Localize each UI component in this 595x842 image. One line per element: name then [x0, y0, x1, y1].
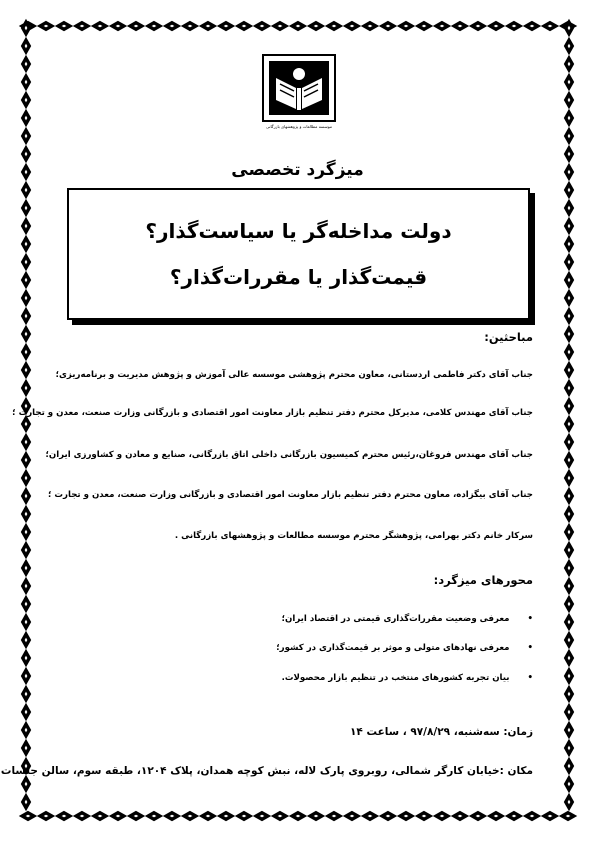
bullet-icon: • [527, 673, 533, 683]
speaker-item: جناب آقای دکتر فاطمی اردستانی، معاون محترم پژوهشی موسسه عالی آموزش و پژوهش مدیریت و برنامه‌ریزی؛ [55, 370, 533, 380]
topic-item [282, 673, 533, 683]
speaker-item: سرکار خانم دکتر بهرامی، پژوهشگر محترم موسسه مطالعات و پژوهشهای بازرگانی . [174, 531, 533, 541]
speaker-item: جناب آقای بیگزاده، معاون محترم دفتر تنظیم بازار معاونت امور اقتصادی و بازرگانی وزارت صنعت، معدن و تجارت ؛ [47, 490, 533, 500]
event-location: مکان :خیابان کارگر شمالی، روبروی پارک لاله، نبش کوچه همدان، پلاک ۱۲۰۴، طبقه سوم، سالن جلسات [0, 765, 533, 777]
speakers-label: مباحثین: [484, 330, 533, 344]
event-heading: میزگرد تخصصی [231, 160, 364, 180]
logo-caption: موسسه مطالعات و پژوهشهای بازرگانی [266, 124, 332, 129]
border-right [565, 20, 574, 810]
speaker-item: جناب آقای مهندس فروغان،رئیس محترم کمیسیون بازرگانی داخلی اتاق بازرگانی، صنایع و معادن و کشاورزی ایران؛ [45, 450, 533, 460]
border-bottom [20, 812, 576, 821]
topics-label: محورهای میزگرد: [433, 573, 533, 587]
institute-logo [262, 54, 336, 130]
topic-text: معرفی وضعیت مقررات‌گذاری قیمتی در اقتصاد ایران؛ [281, 614, 510, 624]
bullet-icon: • [527, 643, 533, 653]
bullet-icon: • [527, 614, 533, 624]
title-line-1: دولت مداخله‌گر یا سیاست‌گذار؟ [145, 219, 452, 243]
title-box [67, 188, 530, 320]
topic-text: معرفی نهادهای متولی و موثر بر قیمت‌گذاری در کشور؛ [276, 643, 510, 653]
title-line-2: قیمت‌گذار یا مقررات‌گذار؟ [169, 265, 428, 289]
event-time: زمان: سه‌شنبه، ۹۷/۸/۲۹ ، ساعت ۱۴ [350, 726, 533, 738]
speaker-item: جناب آقای مهندس کلامی، مدیرکل محترم دفتر تنظیم بازار معاونت امور اقتصادی و بازرگانی وزارت صنعت، معدن و تجارت ؛ [12, 408, 533, 418]
topic-text: بیان تجربه کشورهای منتخب در تنظیم بازار محصولات. [281, 673, 510, 683]
topic-item [282, 614, 533, 624]
border-top [20, 22, 576, 31]
topic-item [276, 643, 533, 653]
